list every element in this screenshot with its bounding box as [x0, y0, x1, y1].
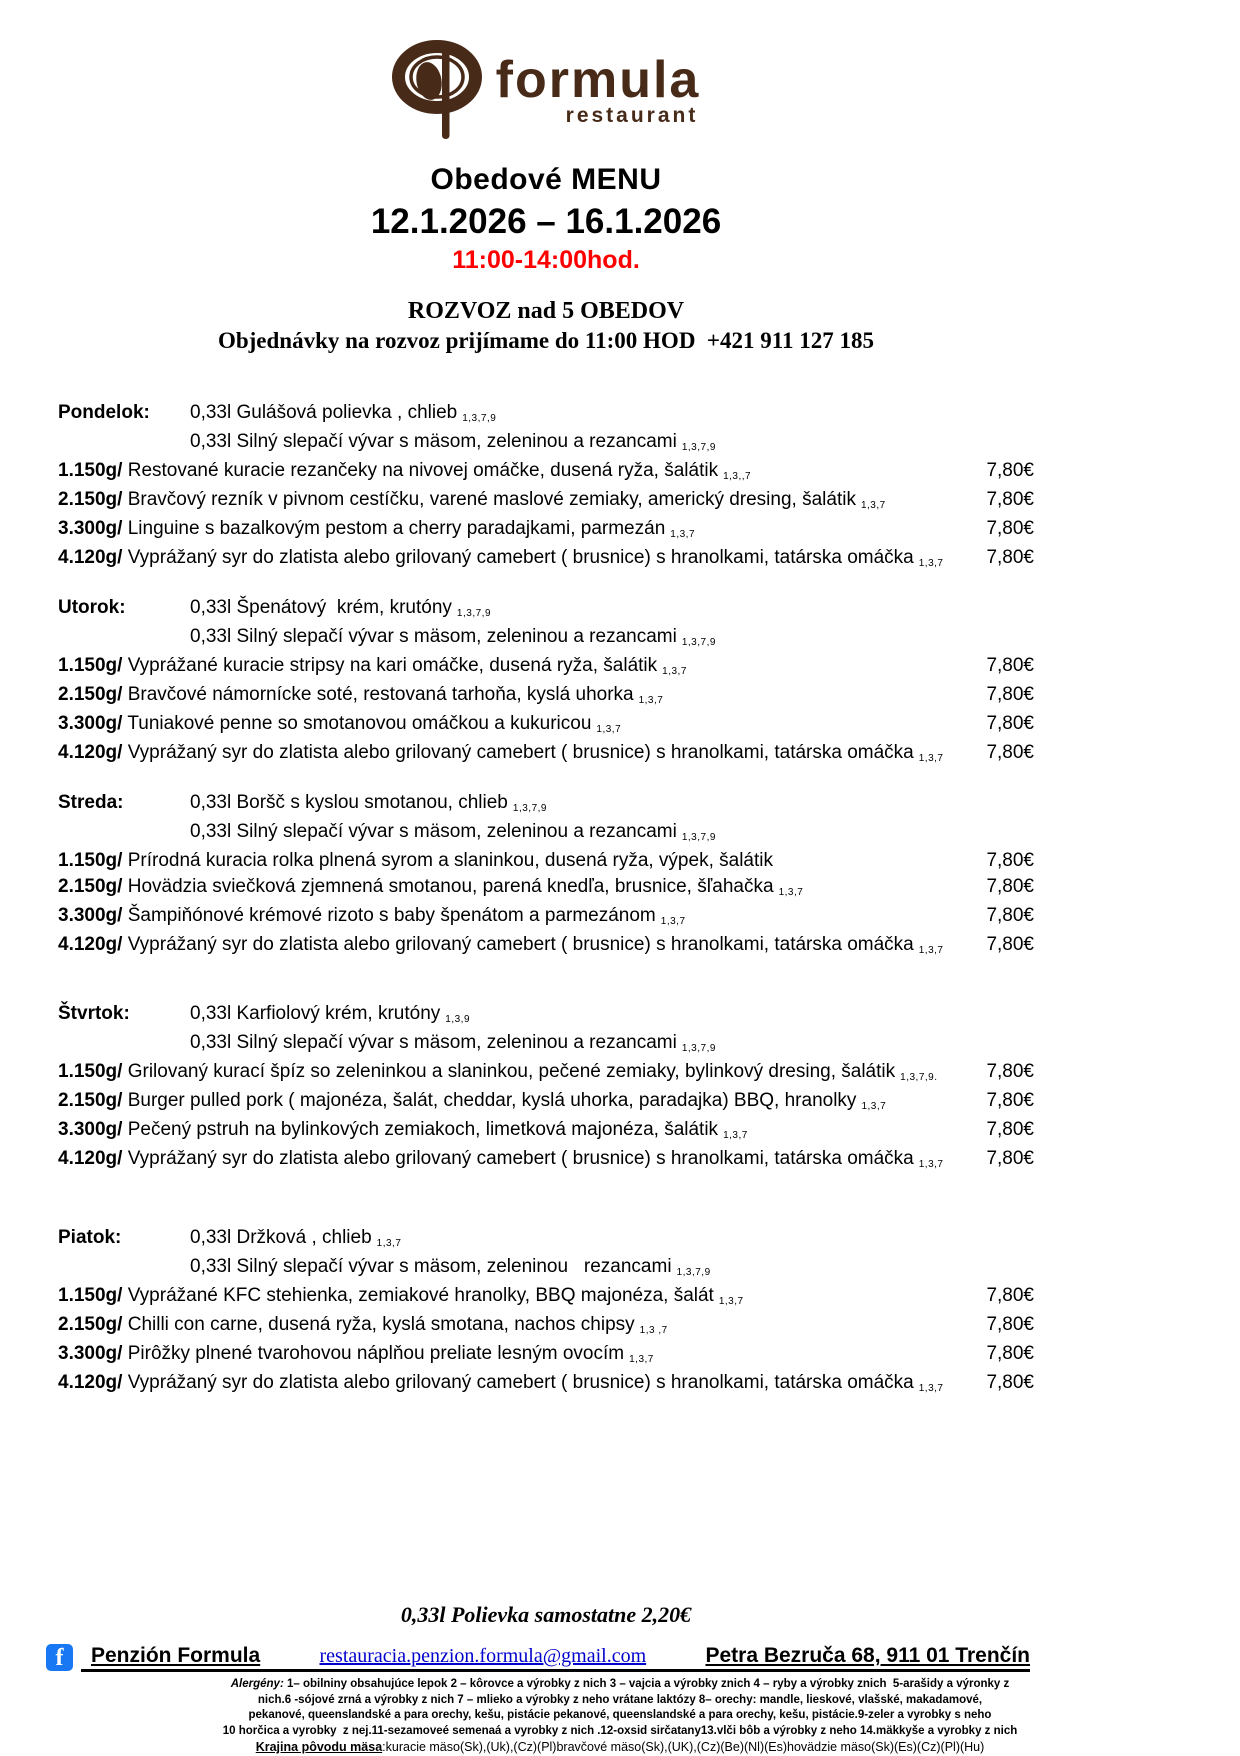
soup-text: 0,33l Gulášová polievka , chlieb 1,3,7,9	[190, 402, 497, 424]
item-portion: 2.150g/	[58, 1090, 123, 1111]
menu-item-row	[58, 848, 1034, 874]
allergen-codes: 1,3,7	[638, 695, 664, 706]
item-text: 1.150g/ Vyprážané kuracie stripsy na kari omáčke, dusená ryža, šalátik 1,3,7	[58, 655, 687, 677]
item-portion: 2.150g/	[58, 489, 123, 510]
day-label: Streda:	[58, 792, 124, 813]
allergen-codes: 1,3,7,9	[676, 1267, 711, 1278]
menu-date-range: 12.1.2026 – 16.1.2026	[370, 202, 722, 241]
menu-item-row	[58, 1312, 1034, 1341]
day-section	[58, 400, 1034, 574]
allergen-line-3: pekanové, queenslandské a para orechy, kešu, pistácie pekanové, queenslandské a para orechy, kešu, pistácie.9-zeler a vyrobky s neho	[248, 1709, 992, 1721]
item-text: 3.300g/ Šampiňónové krémové rizoto s baby špenátom a parmezánom 1,3,7	[58, 905, 686, 927]
item-price: 7,80€	[986, 1090, 1034, 1111]
menu-item-row	[58, 1370, 1034, 1399]
soup-text: 0,33l Boršč s kyslou smotanou, chlieb 1,3,7,9	[190, 792, 547, 814]
item-portion: 4.120g/	[58, 547, 123, 568]
soup-row	[58, 1001, 1034, 1030]
item-text: 4.120g/ Vyprážaný syr do zlatista alebo grilovaný camebert ( brusnice) s hranolkami, tatárska omáčka 1,3,7	[58, 742, 944, 764]
menu-item-row	[58, 1117, 1034, 1146]
item-text: 1.150g/ Grilovaný kurací špíz so zeleninkou a slaninkou, pečené zemiaky, bylinkový dresing, šalátik 1,3,7,9.	[58, 1061, 938, 1083]
soup-text: 0,33l Karfiolový krém, krutóny 1,3,9	[190, 1003, 471, 1025]
brand-tagline: restaurant	[565, 104, 699, 127]
item-price: 7,80€	[986, 1285, 1034, 1306]
item-portion: 1.150g/	[58, 655, 123, 676]
allergen-codes: 1,3,7	[718, 1296, 744, 1307]
soup-row	[58, 595, 1034, 624]
menu-header	[0, 0, 1092, 354]
allergen-line-1	[45, 1677, 1195, 1693]
menu-item-row	[58, 545, 1034, 574]
allergen-codes: 1,3,7,9	[681, 442, 716, 453]
allergen-codes: 1,3,7	[918, 945, 944, 956]
item-text: 3.300g/ Pirôžky plnené tvarohovou náplňou preliate lesným ovocím 1,3,7	[58, 1343, 654, 1365]
soup-text: 0,33l Silný slepačí vývar s mäsom, zeleninou a rezancami 1,3,7,9	[190, 431, 716, 453]
soup-row	[58, 1030, 1034, 1059]
item-text: 3.300g/ Tuniakové penne so smotanovou omáčkou a kukuricou 1,3,7	[58, 713, 622, 735]
soup-text: 0,33l Silný slepačí vývar s mäsom, zeleninou rezancami 1,3,7,9	[190, 1256, 711, 1278]
item-price: 7,80€	[986, 518, 1034, 539]
allergen-codes: 1,3,7,9	[681, 1043, 716, 1054]
item-price: 7,80€	[986, 1314, 1034, 1335]
allergen-text: 1– obilniny obsahujúce lepok 2 – kôrovce a výrobky z nich 3 – vajcia a výrobky znich 4 – ryby a výrobky znich 5-arašidy a výronky z	[286, 1678, 1010, 1690]
item-text: 2.150g/ Chilli con carne, dusená ryža, kyslá smotana, nachos chipsy 1,3 ,7	[58, 1314, 668, 1336]
allergen-codes: 1,3,7	[918, 753, 944, 764]
allergen-codes: 1,3 ,7	[639, 1325, 668, 1336]
brand-name: formula	[495, 51, 701, 109]
email-link[interactable]: restauracia.penzion.formula@gmail.com	[319, 1645, 647, 1667]
allergen-codes: 1,3,9	[445, 1014, 471, 1025]
allergen-codes: 1,3,7	[670, 529, 696, 540]
menu-item-row	[58, 932, 1034, 961]
menu-item-row	[58, 1283, 1034, 1312]
soup-price-note: 0,33l Polievka samostatne 2,20€	[400, 1602, 692, 1627]
allergen-info	[45, 1677, 1195, 1739]
allergen-codes: 1,3,7	[376, 1238, 402, 1249]
allergen-codes: 1,3,7	[918, 558, 944, 569]
page-title: Obedové MENU	[430, 163, 662, 196]
soup-row	[58, 1254, 1034, 1283]
menu-item-row	[58, 711, 1034, 740]
allergen-codes: 1,3,7,9	[462, 413, 497, 424]
item-portion: 1.150g/	[58, 850, 123, 871]
menu-item-row	[58, 1059, 1034, 1088]
allergen-codes: 1,3,7	[629, 1354, 654, 1365]
item-portion: 3.300g/	[58, 1343, 123, 1364]
item-text: 2.150g/ Bravčové námornícke soté, restovaná tarhoňa, kyslá uhorka 1,3,7	[58, 684, 664, 706]
meat-origin-label: Krajina pôvodu mäsa	[255, 1740, 383, 1754]
day-section	[58, 790, 1034, 961]
item-portion: 2.150g/	[58, 684, 123, 705]
menu-item-row	[58, 874, 1034, 903]
item-price: 7,80€	[986, 460, 1034, 481]
item-price: 7,80€	[986, 1372, 1034, 1393]
soup-row	[58, 400, 1034, 429]
soup-text: 0,33l Špenátový krém, krutóny 1,3,7,9	[190, 597, 492, 619]
item-price: 7,80€	[986, 1148, 1034, 1169]
allergen-codes: 1,3,7,9	[681, 637, 716, 648]
soup-row	[58, 819, 1034, 848]
item-text: 1.150g/ Prírodná kuracia rolka plnená syrom a slaninkou, dusená ryža, výpek, šalátik	[58, 850, 773, 871]
soup-row	[58, 1225, 1034, 1254]
allergen-codes: 1,3,7	[918, 1383, 944, 1394]
soup-text: 0,33l Silný slepačí vývar s mäsom, zeleninou a rezancami 1,3,7,9	[190, 1032, 716, 1054]
allergen-codes: 1,3,7,9.	[900, 1072, 938, 1083]
meat-origin-line	[45, 1739, 1195, 1756]
item-price: 7,80€	[986, 547, 1034, 568]
item-price: 7,80€	[986, 1343, 1034, 1364]
formula-logo-icon	[392, 40, 486, 142]
day-label: Pondelok:	[58, 402, 150, 423]
meat-origin-text: :kuracie mäso(Sk),(Uk),(Cz)(Pl)bravčové mäso(Sk),(UK),(Cz)(Be)(Nl)(Es)hovädzie mäso(Sk)(Es)(Cz)(Pl)(Hu)	[382, 1740, 985, 1754]
item-portion: 4.120g/	[58, 1372, 123, 1393]
menu-item-row	[58, 1341, 1034, 1370]
item-price: 7,80€	[986, 876, 1034, 897]
allergen-codes: 1,3,7	[662, 666, 687, 677]
item-portion: 2.150g/	[58, 876, 123, 897]
allergen-codes: 1,3,7	[596, 724, 622, 735]
item-portion: 3.300g/	[58, 713, 123, 734]
item-text: 4.120g/ Vyprážaný syr do zlatista alebo grilovaný camebert ( brusnice) s hranolkami, tatárska omáčka 1,3,7	[58, 1148, 944, 1170]
contact-line	[81, 1644, 1030, 1672]
item-price: 7,80€	[986, 1119, 1034, 1140]
allergen-codes: 1,3,7	[723, 1130, 748, 1141]
allergen-label: Alergény:	[230, 1678, 284, 1690]
item-text: 2.150g/ Bravčový rezník v pivnom cestíčku, varené maslové zemiaky, americký dresing, šalátik 1,3,7	[58, 489, 886, 511]
item-text: 1.150g/ Restované kuracie rezančeky na nivovej omáčke, dusená ryža, šalátik 1,3,,7	[58, 460, 752, 482]
menu-item-row	[58, 458, 1034, 487]
allergen-codes: 1,3,7	[660, 916, 686, 927]
menu-item-row	[58, 516, 1034, 545]
allergen-codes: 1,3,7,9	[681, 832, 716, 843]
allergen-line-4: 10 horčica a vyrobky z nej.11-sezamoveé semenaá a vyrobky z nich .12-oxsid sirčatany13.vlči bôb a výrobky z neho 14.mäkkyše a vyrobky z nich	[222, 1724, 1018, 1737]
item-price: 7,80€	[986, 905, 1034, 926]
item-text: 2.150g/ Hovädzia sviečková zjemnená smotanou, parená knedľa, brusnice, šľahačka 1,3,7	[58, 876, 804, 898]
allergen-codes: 1,3,7	[860, 500, 886, 511]
soup-text: 0,33l Silný slepačí vývar s mäsom, zeleninou a rezancami 1,3,7,9	[190, 821, 716, 843]
item-text: 1.150g/ Vyprážané KFC stehienka, zemiakové hranolky, BBQ majonéza, šalát 1,3,7	[58, 1285, 744, 1307]
item-price: 7,80€	[986, 684, 1034, 705]
day-label: Utorok:	[58, 597, 126, 618]
delivery-headline: ROZVOZ nad 5 OBEDOV	[407, 298, 685, 324]
soup-text: 0,33l Silný slepačí vývar s mäsom, zeleninou a rezancami 1,3,7,9	[190, 626, 716, 648]
day-section	[58, 1001, 1034, 1175]
venue-name: Penzión Formula	[91, 1644, 261, 1667]
item-portion: 4.120g/	[58, 1148, 123, 1169]
day-label: Štvrtok:	[58, 1003, 130, 1024]
menu-item-row	[58, 1146, 1034, 1175]
item-price: 7,80€	[986, 713, 1034, 734]
allergen-codes: 1,3,7	[778, 887, 804, 898]
contact-row	[46, 1644, 1030, 1672]
allergen-codes: 1,3,7,9	[512, 803, 547, 814]
menu-item-row	[58, 653, 1034, 682]
allergen-line-2: nich.6 -sójové zrná a výrobky z nich 7 – mlieko a výrobky z neho vrátane laktózy 8– orechy: mandle, lieskové, vlašské, makadamové,	[257, 1693, 983, 1706]
item-portion: 3.300g/	[58, 905, 123, 926]
day-section	[58, 595, 1034, 769]
menu-item-row	[58, 682, 1034, 711]
item-price: 7,80€	[986, 489, 1034, 510]
item-text: 3.300g/ Pečený pstruh na bylinkových zemiakoch, limetková majonéza, šalátik 1,3,7	[58, 1119, 748, 1141]
item-portion: 1.150g/	[58, 1061, 123, 1082]
item-text: 3.300g/ Linguine s bazalkovým pestom a cherry paradajkami, parmezán 1,3,7	[58, 518, 696, 540]
item-text: 4.120g/ Vyprážaný syr do zlatista alebo grilovaný camebert ( brusnice) s hranolkami, tatárska omáčka 1,3,7	[58, 547, 944, 569]
item-portion: 3.300g/	[58, 518, 123, 539]
soup-row	[58, 790, 1034, 819]
item-portion: 2.150g/	[58, 1314, 123, 1335]
item-portion: 4.120g/	[58, 934, 123, 955]
serving-hours: 11:00-14:00hod.	[452, 246, 640, 274]
menu-item-row	[58, 1088, 1034, 1117]
venue-address: Petra Bezruča 68, 911 01 Trenčín	[705, 1644, 1030, 1667]
delivery-order-info: Objednávky na rozvoz prijímame do 11:00 HOD +421 911 127 185	[217, 328, 875, 353]
logo-wordmark	[495, 51, 701, 128]
item-portion: 1.150g/	[58, 460, 123, 481]
allergen-codes: 1,3,7	[918, 1159, 944, 1170]
item-price: 7,80€	[986, 742, 1034, 763]
allergen-codes: 1,3,7,9	[456, 608, 492, 619]
menu-item-row	[58, 487, 1034, 516]
item-price: 7,80€	[986, 850, 1034, 871]
item-price: 7,80€	[986, 1061, 1034, 1082]
facebook-icon[interactable]: f	[46, 1644, 73, 1671]
item-text: 2.150g/ Burger pulled pork ( majonéza, šalát, cheddar, kyslá uhorka, paradajka) BBQ, hranolky 1,3,7	[58, 1090, 887, 1112]
soup-row	[58, 624, 1034, 653]
menu-days	[58, 400, 1034, 1399]
restaurant-logo	[392, 40, 701, 142]
soup-row	[58, 429, 1034, 458]
day-section	[58, 1225, 1034, 1399]
item-portion: 3.300g/	[58, 1119, 123, 1140]
day-label: Piatok:	[58, 1227, 122, 1248]
allergen-codes: 1,3,7	[861, 1101, 887, 1112]
menu-item-row	[58, 903, 1034, 932]
item-text: 4.120g/ Vyprážaný syr do zlatista alebo grilovaný camebert ( brusnice) s hranolkami, tatárska omáčka 1,3,7	[58, 934, 944, 956]
item-price: 7,80€	[986, 934, 1034, 955]
item-portion: 1.150g/	[58, 1285, 123, 1306]
item-price: 7,80€	[986, 655, 1034, 676]
soup-text: 0,33l Držková , chlieb 1,3,7	[190, 1227, 402, 1249]
allergen-codes: 1,3,,7	[723, 471, 752, 482]
item-text: 4.120g/ Vyprážaný syr do zlatista alebo grilovaný camebert ( brusnice) s hranolkami, tatárska omáčka 1,3,7	[58, 1372, 944, 1394]
item-portion: 4.120g/	[58, 742, 123, 763]
menu-item-row	[58, 740, 1034, 769]
